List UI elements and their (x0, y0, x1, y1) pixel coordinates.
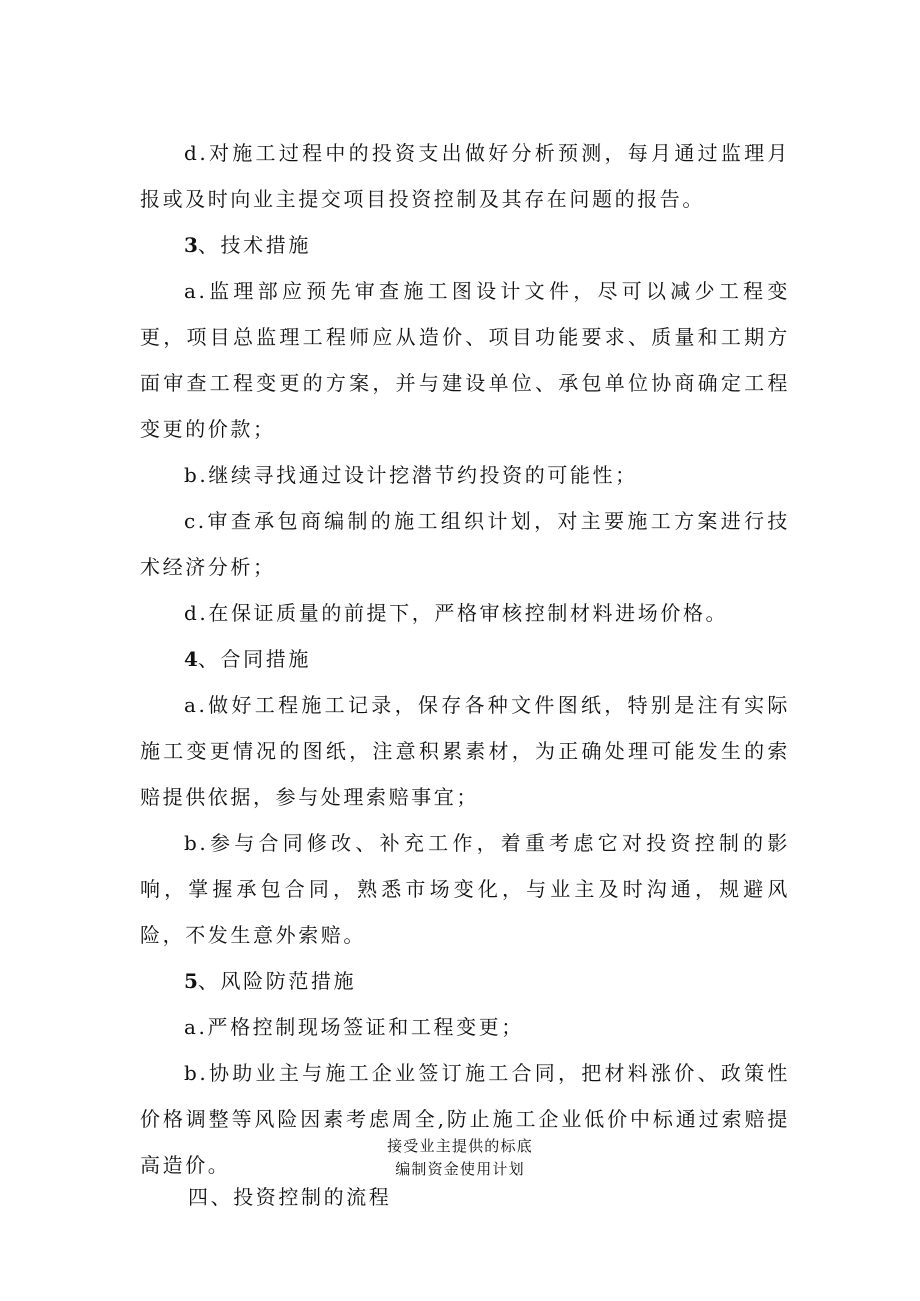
paragraph-material-price-control: d.在保证质量的前提下，严格审核控制材料进场价格。 (184, 601, 729, 625)
heading-technical-measures (140, 222, 790, 268)
heading-number: 3 (184, 233, 198, 257)
heading-text: 、技术措施 (197, 233, 311, 257)
flowchart-node (387, 1135, 533, 1181)
paragraph-contract-signing: b.协助业主与施工企业签订施工合同，把材料涨价、政策性价格调整等风险因素考虑周全,防止施工企业低价中标通过索赔提高造价。 (140, 1061, 790, 1177)
document-body (140, 130, 790, 1212)
paragraph-design-savings: b.继续寻找通过设计挖潜节约投资的可能性； (184, 463, 638, 487)
heading-risk-measures (140, 958, 790, 1004)
heading-text: 、风险防范措施 (197, 969, 357, 993)
paragraph-design-review: a.监理部应预先审查施工图设计文件，尽可以减少工程变更，项目总监理工程师应从造价、项目功能要求、质量和工期方面审查工程变更的方案，并与建设单位、承包单位协商确定工程变更的价款； (140, 279, 790, 441)
paragraph-investment-forecast: d.对施工过程中的投资支出做好分析预测，每月通过监理月报或及时向业主提交项目投资控制及其存在问题的报告。 (140, 141, 790, 211)
paragraph-contract-revision: b.参与合同修改、补充工作，着重考虑它对投资控制的影响，掌握承包合同，熟悉市场变化，与业主及时沟通，规避风险，不发生意外索赔。 (140, 831, 790, 947)
flowchart-step-receive-baseline: 接受业主提供的标底 (387, 1137, 533, 1155)
heading-text: 、合同措施 (197, 647, 311, 671)
paragraph-site-visa-control: a.严格控制现场签证和工程变更； (184, 1015, 524, 1039)
flowchart-step-fund-plan: 编制资金使用计划 (395, 1160, 525, 1178)
paragraph-construction-records: a.做好工程施工记录，保存各种文件图纸，特别是注有实际施工变更情况的图纸，注意积累素材，为正确处理可能发生的索赔提供依据，参与处理索赔事宜； (140, 693, 790, 809)
heading-number: 5 (184, 969, 198, 993)
flowchart (0, 1135, 920, 1181)
heading-number: 4 (184, 647, 198, 671)
heading-contract-measures (140, 636, 790, 682)
section-title-investment-flow: 四、投资控制的流程 (188, 1185, 392, 1209)
paragraph-construction-plan-review: c.审查承包商编制的施工组织计划，对主要施工方案进行技术经济分析； (140, 509, 790, 579)
